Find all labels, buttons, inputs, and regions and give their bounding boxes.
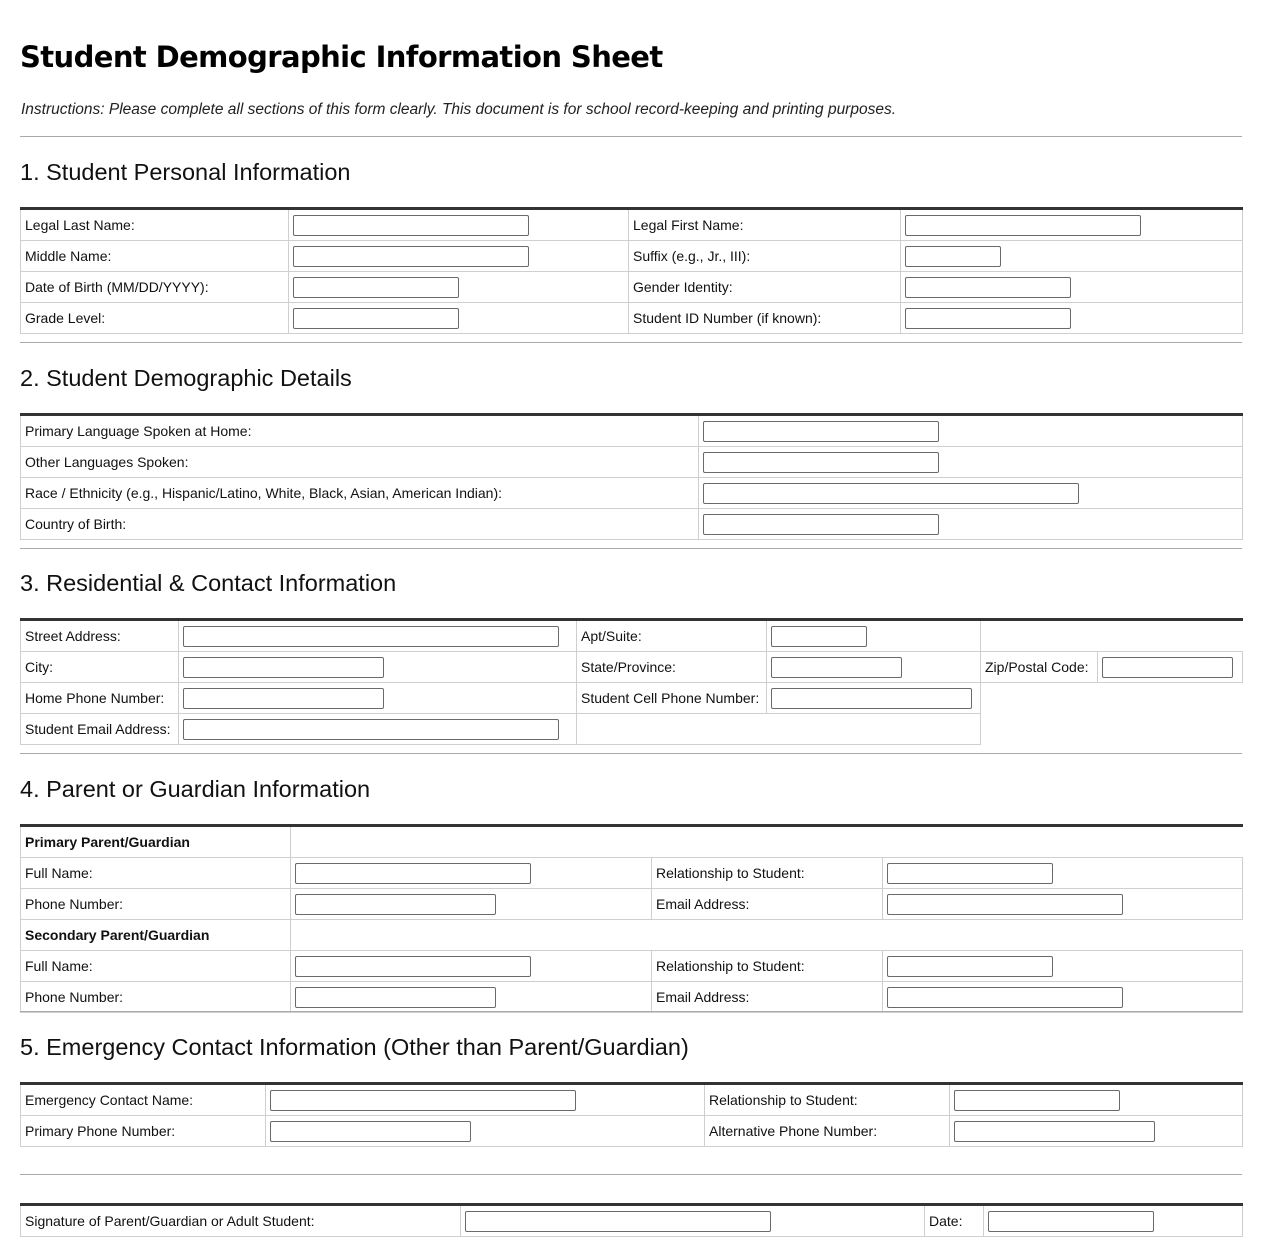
street-address-label: Street Address: xyxy=(21,620,179,652)
secondary-guardian-heading: Secondary Parent/Guardian xyxy=(21,920,291,951)
date-label: Date: xyxy=(925,1205,984,1237)
home-phone-label: Home Phone Number: xyxy=(21,683,179,714)
apt-suite-label: Apt/Suite: xyxy=(577,620,767,652)
table-row xyxy=(21,509,1243,540)
city-label: City: xyxy=(21,652,179,683)
secondary-phone-input[interactable] xyxy=(295,987,496,1008)
signature-label: Signature of Parent/Guardian or Adult Student: xyxy=(21,1205,461,1237)
table-row xyxy=(21,241,1243,272)
table-row xyxy=(21,858,1243,889)
emergency-alt-phone-label: Alternative Phone Number: xyxy=(705,1116,950,1147)
table-row xyxy=(21,303,1243,334)
secondary-relationship-label: Relationship to Student: xyxy=(652,951,883,982)
emergency-relationship-input[interactable] xyxy=(954,1090,1120,1111)
signature-table xyxy=(20,1203,1243,1237)
table-row xyxy=(21,1084,1243,1116)
divider xyxy=(20,1011,1242,1012)
dob-label: Date of Birth (MM/DD/YYYY): xyxy=(21,272,289,303)
primary-phone-input[interactable] xyxy=(295,894,496,915)
table-row xyxy=(21,478,1243,509)
table-row xyxy=(21,982,1243,1013)
table-row xyxy=(21,714,1243,745)
date-input[interactable] xyxy=(988,1211,1154,1232)
table-row xyxy=(21,951,1243,982)
legal-first-name-input[interactable] xyxy=(905,215,1141,236)
instructions-text: Instructions: Please complete all sections of this form clearly. This document is for school record-keeping and printing purposes. xyxy=(21,101,897,118)
signature-input[interactable] xyxy=(465,1211,771,1232)
student-id-label: Student ID Number (if known): xyxy=(629,303,901,334)
country-of-birth-input[interactable] xyxy=(703,514,939,535)
city-input[interactable] xyxy=(183,657,384,678)
grade-input[interactable] xyxy=(293,308,459,329)
primary-phone-label: Phone Number: xyxy=(21,889,291,920)
section-2-heading: 2. Student Demographic Details xyxy=(20,365,352,391)
race-ethnicity-label: Race / Ethnicity (e.g., Hispanic/Latino, White, Black, Asian, American Indian): xyxy=(21,478,699,509)
table-row xyxy=(21,272,1243,303)
table-row xyxy=(21,889,1243,920)
secondary-full-name-input[interactable] xyxy=(295,956,531,977)
table-row xyxy=(21,209,1243,241)
divider xyxy=(20,548,1242,549)
emergency-alt-phone-input[interactable] xyxy=(954,1121,1155,1142)
secondary-full-name-label: Full Name: xyxy=(21,951,291,982)
other-languages-label: Other Languages Spoken: xyxy=(21,447,699,478)
emergency-name-input[interactable] xyxy=(270,1090,576,1111)
other-languages-input[interactable] xyxy=(703,452,939,473)
table-row xyxy=(21,415,1243,447)
student-email-input[interactable] xyxy=(183,719,559,740)
grade-label: Grade Level: xyxy=(21,303,289,334)
secondary-email-input[interactable] xyxy=(887,987,1123,1008)
zip-code-input[interactable] xyxy=(1102,657,1233,678)
table-row xyxy=(21,1116,1243,1147)
home-phone-input[interactable] xyxy=(183,688,384,709)
middle-name-label: Middle Name: xyxy=(21,241,289,272)
divider xyxy=(20,136,1242,137)
legal-last-name-label: Legal Last Name: xyxy=(21,209,289,241)
dob-input[interactable] xyxy=(293,277,459,298)
divider xyxy=(20,1174,1242,1175)
student-id-input[interactable] xyxy=(905,308,1071,329)
table-row xyxy=(21,447,1243,478)
legal-first-name-label: Legal First Name: xyxy=(629,209,901,241)
primary-language-input[interactable] xyxy=(703,421,939,442)
primary-language-label: Primary Language Spoken at Home: xyxy=(21,415,699,447)
cell-phone-label: Student Cell Phone Number: xyxy=(577,683,767,714)
secondary-phone-label: Phone Number: xyxy=(21,982,291,1013)
zip-code-label: Zip/Postal Code: xyxy=(981,652,1098,683)
table-row xyxy=(21,620,1243,652)
cell-phone-input[interactable] xyxy=(771,688,972,709)
emergency-primary-phone-label: Primary Phone Number: xyxy=(21,1116,266,1147)
state-province-label: State/Province: xyxy=(577,652,767,683)
table-row xyxy=(21,826,1243,858)
primary-email-label: Email Address: xyxy=(652,889,883,920)
table-row xyxy=(21,652,1243,683)
section-5-heading: 5. Emergency Contact Information (Other than Parent/Guardian) xyxy=(20,1034,689,1060)
primary-relationship-label: Relationship to Student: xyxy=(652,858,883,889)
primary-full-name-input[interactable] xyxy=(295,863,531,884)
suffix-label: Suffix (e.g., Jr., III): xyxy=(629,241,901,272)
legal-last-name-input[interactable] xyxy=(293,215,529,236)
state-province-input[interactable] xyxy=(771,657,902,678)
divider xyxy=(20,753,1242,754)
street-address-input[interactable] xyxy=(183,626,559,647)
divider xyxy=(20,342,1242,343)
personal-info-table xyxy=(20,207,1243,334)
primary-guardian-heading: Primary Parent/Guardian xyxy=(21,826,291,858)
section-4-heading: 4. Parent or Guardian Information xyxy=(20,776,371,802)
residential-table xyxy=(20,618,1243,745)
student-email-label: Student Email Address: xyxy=(21,714,179,745)
primary-full-name-label: Full Name: xyxy=(21,858,291,889)
page-title: Student Demographic Information Sheet xyxy=(20,40,663,74)
table-row xyxy=(21,683,1243,714)
emergency-name-label: Emergency Contact Name: xyxy=(21,1084,266,1116)
emergency-contact-table xyxy=(20,1082,1243,1147)
country-of-birth-label: Country of Birth: xyxy=(21,509,699,540)
demographic-table xyxy=(20,413,1243,540)
section-3-heading: 3. Residential & Contact Information xyxy=(20,570,397,596)
primary-email-input[interactable] xyxy=(887,894,1123,915)
apt-suite-input[interactable] xyxy=(771,626,867,647)
suffix-input[interactable] xyxy=(905,246,1001,267)
table-row xyxy=(21,920,1243,951)
section-1-heading: 1. Student Personal Information xyxy=(20,159,351,185)
secondary-relationship-input[interactable] xyxy=(887,956,1053,977)
gender-input[interactable] xyxy=(905,277,1071,298)
guardian-table xyxy=(20,824,1243,1013)
primary-relationship-input[interactable] xyxy=(887,863,1053,884)
gender-label: Gender Identity: xyxy=(629,272,901,303)
emergency-primary-phone-input[interactable] xyxy=(270,1121,471,1142)
middle-name-input[interactable] xyxy=(293,246,529,267)
table-row xyxy=(21,1205,1243,1237)
emergency-relationship-label: Relationship to Student: xyxy=(705,1084,950,1116)
secondary-email-label: Email Address: xyxy=(652,982,883,1013)
race-ethnicity-input[interactable] xyxy=(703,483,1079,504)
